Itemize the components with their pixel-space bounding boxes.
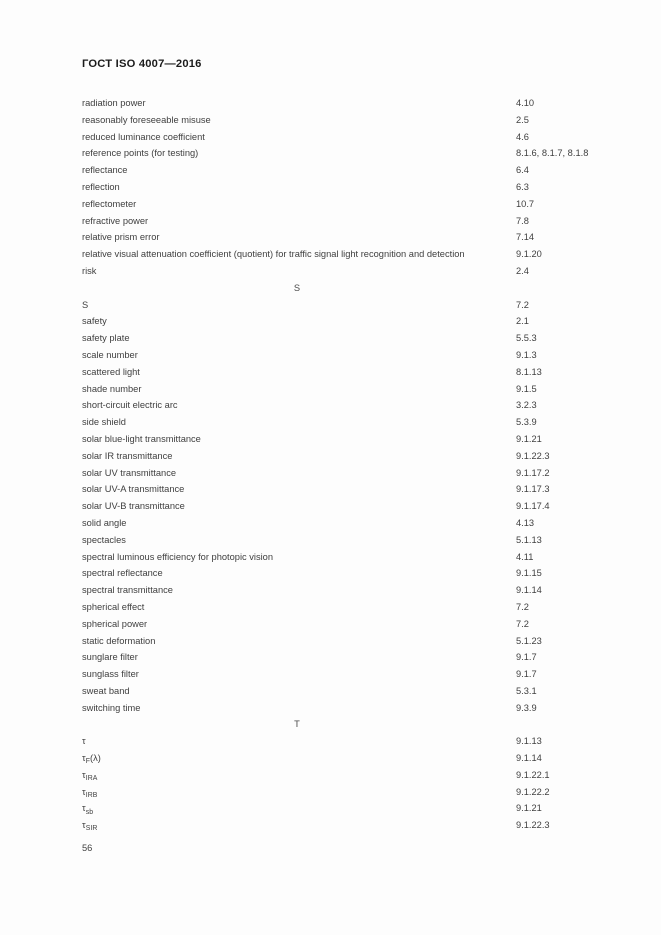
index-entry-row [82,666,582,683]
page-number: 56 [82,843,93,853]
index-entry-reference: 5.1.23 [516,635,542,646]
index-entry-reference: 9.3.9 [516,702,537,713]
index-entry-term: sweat band [82,685,130,696]
index-entry-term: refractive power [82,215,149,226]
index-entry-row [82,582,582,599]
index-entry-term: sunglare filter [82,652,138,663]
index-entry-term: spectacles [82,534,126,545]
index-entry-term: solar IR transmittance [82,450,173,461]
symbol-base: τ [82,753,86,764]
index-entry-row [82,145,589,162]
index-entry-row [82,515,582,532]
symbol-subscript: IRB [85,791,98,799]
index-entry-reference: 9.1.17.4 [516,501,550,512]
index-entry-reference: 5.3.9 [516,417,537,428]
index-entry-term: switching time [82,702,141,713]
index-entry-term: reflectance [82,165,128,176]
index-entry-row [82,179,582,196]
index-entry-term: solid angle [82,517,127,528]
index-entry-reference: 5.1.13 [516,534,542,545]
symbol-subscript: F [85,758,90,766]
index-entry-row [82,297,582,314]
index-entry-term: spherical effect [82,601,145,612]
index-entry-reference: 9.1.22.3 [516,450,550,461]
index-entry-term: spherical power [82,618,148,629]
index-entry-reference: 4.6 [516,131,529,142]
index-entry-reference: 8.1.13 [516,366,542,377]
index-entry-row [82,196,582,213]
index-entry-reference: 9.1.3 [516,349,537,360]
index-entry-row [82,700,582,717]
index-entry-reference: 2.1 [516,316,529,327]
index-entry-row [82,549,582,566]
index-entry-term: spectral luminous efficiency for photopic vision [82,551,274,562]
index-entry-row [82,246,582,263]
index-entry-term: sunglass filter [82,669,139,680]
index-entry-reference: 9.1.7 [516,669,537,680]
symbol-subscript: IRA [85,775,98,783]
index-entry-row [82,481,582,498]
index-entry-reference: 4.13 [516,517,535,528]
index-entry-row [82,448,582,465]
index-entry-term: reflectometer [82,198,137,209]
index-entry-reference: 6.4 [516,165,529,176]
document-header-standard-number: ГОСТ ISO 4007—2016 [82,58,202,70]
index-entry-reference: 4.11 [516,551,534,562]
index-entry-term: scale number [82,349,138,360]
index-entry-reference: 8.1.6, 8.1.7, 8.1.8 [516,148,589,159]
index-entry-row [82,800,582,817]
index-entry-row [82,498,582,515]
index-entry-row [82,129,582,146]
symbol-subscript: SIR [85,825,98,833]
index-entry-reference: 2.4 [516,265,529,276]
index-entry-row [82,381,582,398]
index-entry-term: safety plate [82,333,130,344]
symbol-base: τ [82,786,86,797]
index-entry-symbol [82,817,97,836]
index-entry-row [82,431,582,448]
index-entry-reference: 9.1.13 [516,736,542,747]
index-entry-row [82,633,582,650]
index-entry-row [82,364,582,381]
symbol-base: τ [82,803,86,814]
index-entry-reference: 7.2 [516,618,529,629]
index-section-letter: S [293,282,301,293]
index-entry-term: solar UV-A transmittance [82,484,185,495]
index-entry-term: solar blue-light transmittance [82,433,201,444]
index-entry-term: relative visual attenuation coefficient (quotient) for traffic signal light recognition and detection [82,249,465,260]
index-entry-reference: 9.1.15 [516,568,542,579]
index-entry-reference: 9.1.22.2 [516,786,550,797]
index-entry-row [82,616,582,633]
index-entry-term: reference points (for testing) [82,148,199,159]
index-entry-row [82,162,582,179]
index-entry-term: solar UV-B transmittance [82,501,185,512]
index-entry-row [82,414,582,431]
index-entry-reference: 9.1.21 [516,803,542,814]
index-entry-row [82,229,582,246]
index-entry-term: risk [82,265,97,276]
index-entry-reference: 3.2.3 [516,400,537,411]
index-entry-term: S [82,299,89,310]
index-entry-reference: 6.3 [516,181,529,192]
index-entry-reference: 10.7 [516,198,535,209]
index-entry-row [82,95,582,112]
index-entry-term: solar UV transmittance [82,467,177,478]
index-entry-reference: 9.1.14 [516,585,542,596]
index-entry-reference: 7.8 [516,215,529,226]
index-entry-row [82,330,582,347]
index-entry-list [82,95,589,834]
index-section-letter: T [294,719,300,730]
index-entry-row [82,397,582,414]
index-entry-term: reasonably foreseeable misuse [82,114,211,125]
index-entry-reference: 9.1.22.3 [516,820,550,831]
symbol-base: τ [82,769,86,780]
index-entry-term: static deformation [82,635,156,646]
index-entry-row [82,649,582,666]
index-entry-row [82,263,582,280]
index-entry-reference: 9.1.5 [516,383,537,394]
symbol-suffix: (λ) [90,753,101,764]
index-entry-reference: 2.5 [516,114,529,125]
index-entry-term: spectral transmittance [82,585,173,596]
index-entry-term: short-circuit electric arc [82,400,178,411]
index-entry-row [82,683,582,700]
index-entry-row [82,784,582,801]
index-entry-term: radiation power [82,98,146,108]
index-entry-reference: 4.10 [516,98,535,108]
index-entry-row [82,465,582,482]
symbol-subscript: sb [85,808,94,816]
index-entry-term: shade number [82,383,142,394]
index-entry-row [82,112,582,129]
index-entry-row [82,733,582,750]
index-entry-reference: 9.1.22.1 [516,769,550,780]
index-entry-reference: 9.1.17.2 [516,467,550,478]
index-entry-row [82,347,582,364]
index-entry-reference: 5.3.1 [516,685,537,696]
index-entry-term: side shield [82,417,126,428]
index-entry-reference: 9.1.7 [516,652,537,663]
index-entry-row [82,532,582,549]
index-entry-reference: 9.1.14 [516,753,542,764]
index-entry-row [82,767,582,784]
symbol-base: τ [82,820,86,831]
index-entry-row [82,565,582,582]
index-entry-row [82,817,582,834]
index-entry-row [82,313,582,330]
index-entry-reference: 7.2 [516,299,529,310]
index-entry-reference: 7.14 [516,232,535,243]
index-entry-reference: 9.1.20 [516,249,542,260]
index-entry-term: scattered light [82,366,140,377]
index-entry-term: relative prism error [82,232,160,243]
index-entry-reference: 9.1.17.3 [516,484,550,495]
index-entry-term: reflection [82,181,120,192]
index-entry-symbol: τ [82,736,86,747]
index-entry-reference: 5.5.3 [516,333,537,344]
index-entry-term: safety [82,316,107,327]
index-entry-term: spectral reflectance [82,568,163,579]
index-entry-reference: 7.2 [516,601,529,612]
index-entry-reference: 9.1.21 [516,433,542,444]
index-entry-row [82,213,582,230]
index-entry-row [82,750,582,767]
index-entry-row [82,599,582,616]
index-entry-term: reduced luminance coefficient [82,131,205,142]
